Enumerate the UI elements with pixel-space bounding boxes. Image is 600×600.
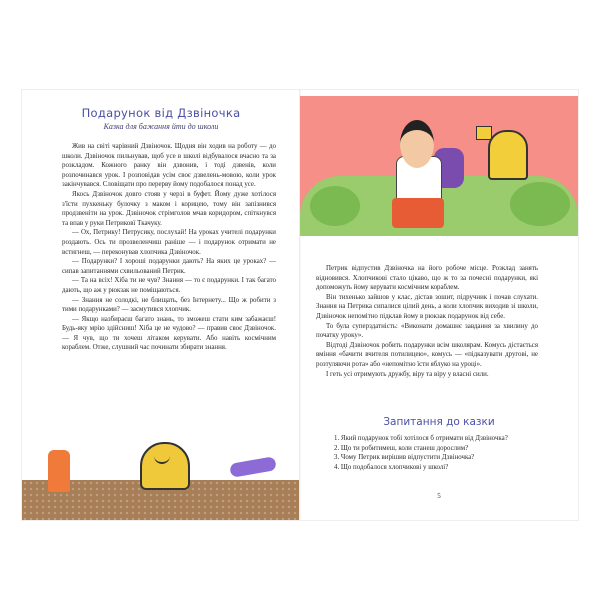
paragraph: — Ох, Петрику! Петрусику, послухай! На уроках учителі подарунки роздають. Ось ти прозвеленчиш раніше — і подарунок отримати не встигнеш, — переконував хлопчика Дзвіночок.	[62, 229, 276, 256]
paragraph: Він тихенько зайшов у клас, дістав зошит, підручник і почав слухати. Знання на Петрика сипалися цілий день, а коли хлопчик виходив зі школи, Дзвіночок непомітно підклав йому в рюкзак подарунок від себе.	[316, 293, 538, 320]
question-item: 1. Який подарунок тобі хотілося б отримати від Дзвіночка?	[334, 435, 508, 442]
paragraph: — Та на всіх! Хіба ти не чув? Знання — то є подарунки. І так багато дають, що аж у рюкзак не поміщаються.	[62, 277, 276, 294]
paragraph: І геть усі отримують дружбу, віру та віру у власні сили.	[326, 370, 489, 378]
bell-character	[140, 442, 190, 490]
paragraph: Жив на світі чарівний Дзвіночок. Щодня він ходив на роботу — до школи. Дзвіночок пильнував, щоб усе в школі відбувалося вчасно та за розкладом. Кожного ранку він дзвонив, і тоді дзвенів, коли розпочинався урок. І розповідав усім своє дзвелень-мовою, коли урок закінчувався. Словіщати про перерву йому подобалося понад усе.	[62, 143, 276, 189]
right-page	[300, 90, 578, 520]
story-subtitle: Казка для бажання йти до школи	[103, 122, 219, 131]
left-page	[22, 90, 300, 520]
questions-list	[334, 434, 554, 472]
bush-shape	[510, 182, 570, 226]
boy-pants	[392, 198, 444, 228]
question-item: 3. Чому Петрик вирішив відпустити Дзвіночка?	[334, 454, 475, 462]
boy-head	[400, 120, 434, 168]
bush-shape	[310, 186, 360, 226]
bell-character	[488, 130, 528, 180]
paragraph: Петрик відпустив Дзвіночка на його робоче місце. Розклад занять відновився. Хлопчикові стало цікаво, що ж то за почесні подарунки, які допоможуть йому керувати космічним кораблем.	[316, 265, 538, 292]
book-spread	[22, 90, 578, 520]
paragraph: — Якщо назбираєш багато знань, то зможеш стати ким забажаєш! Будь-яку мрію здійсниш! Хіба це не чудово? — правив своє Дзвіночок. — Я чув, що ти хочеш літаком керувати. Або навіть космічним кораблем. Отже, слушний час починати збирати знання.	[62, 315, 276, 352]
character-leg-shape	[229, 456, 277, 478]
questions-heading: Запитання до казки	[383, 416, 495, 428]
paragraph: Відтоді Дзвіночок робить подарунки всім школярам. Комусь дістається вміння «бачити вчителя потилицею», комусь — «підказувати другові, не розтуляючи рота» або «непомітно їсти яблуко на уроці».	[316, 341, 538, 368]
character-leg-shape	[48, 450, 70, 492]
top-illustration	[300, 90, 578, 250]
bottom-illustration	[22, 438, 300, 520]
question-item: 2. Що ти робитимеш, коли станеш дорослим?	[334, 444, 469, 452]
paragraph: Якось Дзвіночок довго стояв у черзі в буфет. Йому дуже хотілося з'їсти пухкеньку булочку з маком і корицею, тому він запізнився продзвеніти на урок. Дзвіночок стрімголов мчав коридором, спіткнувся та впав у руки Петриковї Ткачуку.	[62, 190, 276, 227]
story-text-right	[316, 264, 538, 379]
paragraph: — Подарунки? І хороші подарунки дають? На яких це уроках? — сипав запитаннями схвильований Петрик.	[62, 258, 276, 275]
question-item: 4. Що подобалося хлопчикові у школі?	[334, 463, 449, 471]
paragraph: То була суперздатність: «Виконати домашнє завдання за хвилину до початку уроку».	[316, 322, 538, 340]
page-number: 5	[437, 492, 441, 500]
story-text-left	[62, 142, 276, 353]
paragraph: — Знання не солодкі, не блищать, без Інтернету... Що ж робити з тими подарунками? — засмутився хлопчик.	[62, 296, 276, 314]
story-title: Подарунок від Дзвіночка	[81, 106, 241, 120]
